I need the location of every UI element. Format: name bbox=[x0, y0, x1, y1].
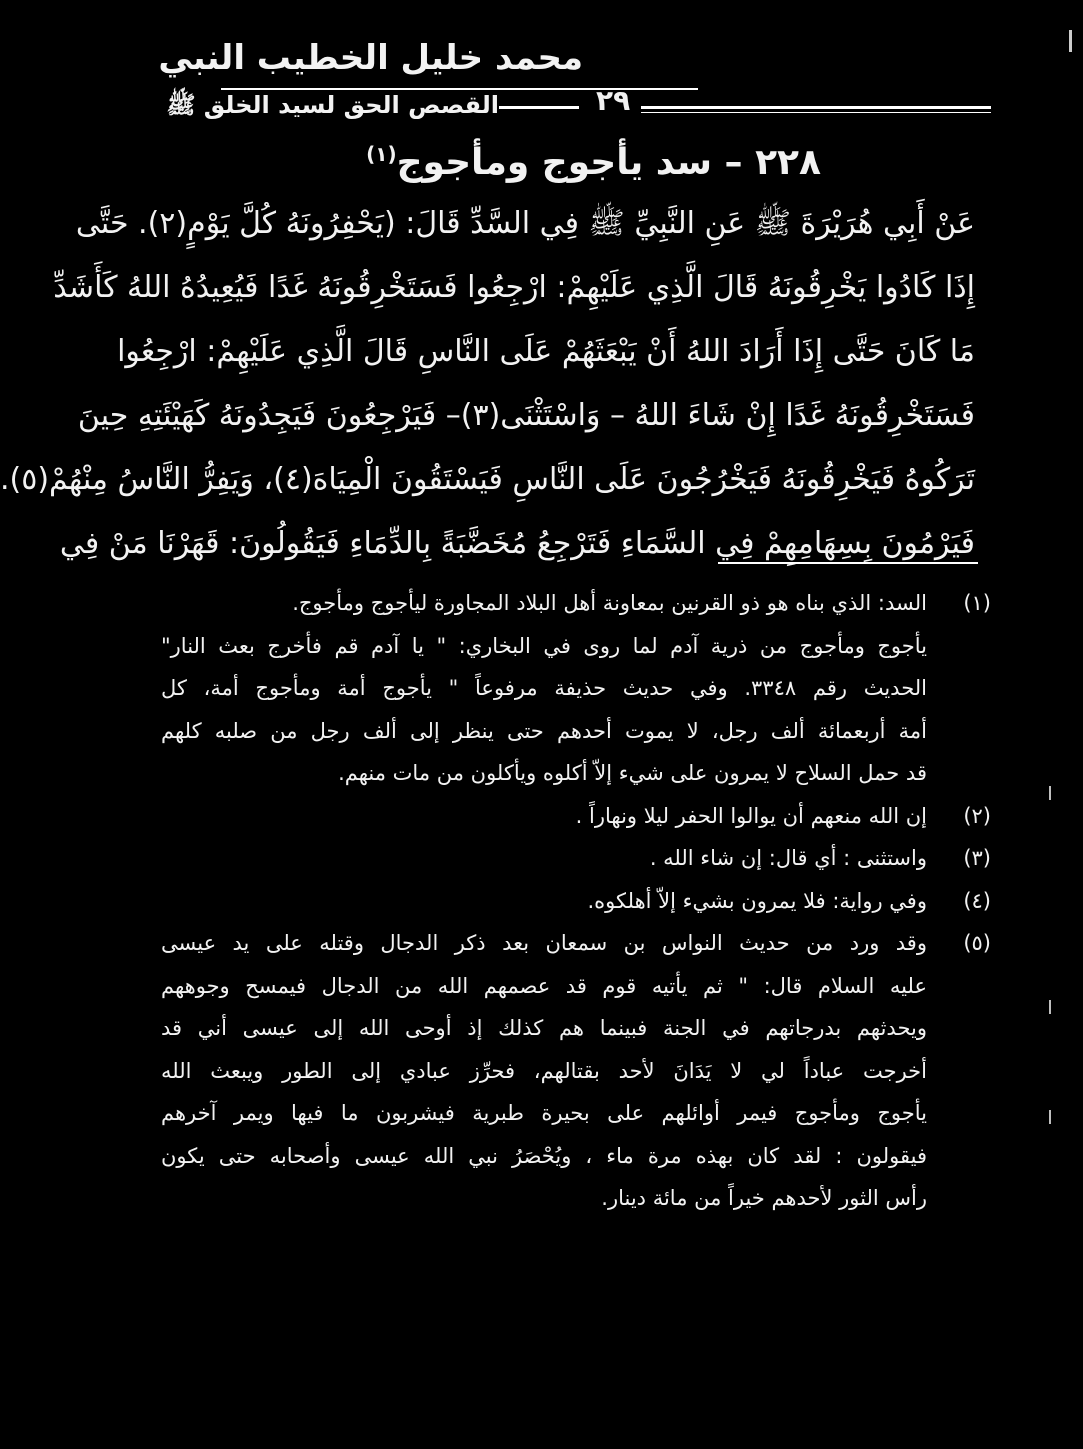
margin-mark bbox=[1049, 1110, 1051, 1124]
footnote-number: (٥) bbox=[963, 931, 991, 955]
footnote-number: (٣) bbox=[963, 846, 991, 870]
footnote-line: يأجوج ومأجوج من ذرية آدم لما روى في البخاري: " يا آدم قم فأخرج بعث النار" bbox=[161, 633, 927, 658]
hadith-line: عَنْ أَبِي هُرَيْرَةَ ﷺ عَنِ النَّبِيِّ ﷺ فِي السَّدِّ قَالَ: (يَحْفِرُونَهُ كُلَّ يَوْمٍ(٢). حَتَّى bbox=[75, 206, 975, 241]
footnote-line: وقد ورد من حديث النواس بن سمعان بعد ذكر الدجال وقتله على يد عيسى bbox=[161, 931, 927, 955]
footnote-line: أمة أربعمائة ألف رجل، لا يموت أحدهم حتى ينظر إلى ألف رجل من صلبه كلهم bbox=[161, 718, 927, 743]
header-book-title: القصص الحق لسيد الخلق ﷺ bbox=[166, 91, 499, 119]
hadith-line: إِذَا كَادُوا يَخْرِقُونَهُ قَالَ الَّذِي عَلَيْهِمْ: ارْجِعُوا فَسَتَخْرِقُونَهُ غَدًا فَيُعِيدُهُ اللهُ كَأَشَدِّ bbox=[53, 270, 975, 305]
footnote-number: (٤) bbox=[963, 888, 991, 913]
header-dash bbox=[499, 106, 579, 109]
section-title: ٢٢٨ – سد يأجوج ومأجوج bbox=[396, 142, 821, 183]
footnote-separator bbox=[718, 562, 978, 564]
footnote-3 bbox=[161, 837, 991, 880]
hadith-line: مَا كَانَ حَتَّى إِذَا أَرَادَ اللهُ أَنْ يَبْعَثَهُمْ عَلَى النَّاسِ قَالَ الَّذِي عَلَيْهِمْ: ارْجِعُوا bbox=[117, 334, 975, 369]
footnote-line: قد حمل السلاح لا يمرون على شيء إلاّ أكلوه ويأكلون من مات منهم. bbox=[338, 761, 927, 785]
footnote-line: يأجوج ومأجوج فيمر أوائلهم على بحيرة طبرية فيشربون ما فيها ويمر آخرهم bbox=[161, 1101, 927, 1125]
hadith-text bbox=[0, 192, 975, 576]
header-author: محمد خليل الخطيب النبي bbox=[158, 38, 583, 78]
footnote-line: واستثنى : أي قال: إن شاء الله . bbox=[649, 846, 927, 870]
page-number: ٢٩ bbox=[596, 84, 631, 117]
hadith-line: فَيَرْمُونَ بِسِهَامِهِمْ فِي السَّمَاءِ فَتَرْجِعُ مُخَضَّبَةً بِالدِّمَاءِ فَيَقُولُونَ: قَهَرْنَا مَنْ فِي bbox=[59, 526, 975, 561]
section-heading bbox=[366, 142, 821, 183]
footnote-4 bbox=[161, 880, 991, 923]
footnote-number: (٢) bbox=[963, 803, 991, 828]
section-footnote-ref: (١) bbox=[366, 142, 397, 166]
footnotes bbox=[161, 582, 991, 1220]
header-rule-thin bbox=[641, 112, 991, 113]
footnote-2 bbox=[161, 795, 991, 838]
hadith-line: فَسَتَخْرِقُونَهُ غَدًا إِنْ شَاءَ اللهُ – وَاسْتَثْنَى(٣)– فَيَرْجِعُونَ فَيَجِدُونَهُ كَهَيْئَتِهِ حِينَ bbox=[77, 398, 975, 433]
footnote-1 bbox=[161, 582, 991, 795]
footnote-line: عليه السلام قال: " ثم يأتيه قوم قد عصمهم الله من الدجال فيمسح وجوههم bbox=[161, 973, 927, 998]
footnote-line: الحديث رقم ٣٣٤٨. وفي حديث حذيفة مرفوعاً " يأجوج أمة ومأجوج أمة، كل bbox=[161, 676, 927, 700]
footnote-line: إن الله منعهم أن يوالوا الحفر ليلا ونهاراً . bbox=[575, 803, 927, 828]
scan-edge-mark bbox=[1069, 30, 1072, 52]
footnote-5 bbox=[161, 922, 991, 1220]
footnote-number: (١) bbox=[963, 591, 991, 615]
footnote-line: رأس الثور لأحدهم خيراً من مائة دينار. bbox=[601, 1186, 927, 1210]
footnote-line: السد: الذي بناه هو ذو القرنين بمعاونة أهل البلاد المجاورة ليأجوج ومأجوج. bbox=[292, 591, 927, 615]
header-rule bbox=[641, 106, 991, 109]
margin-mark bbox=[1049, 786, 1051, 800]
hadith-line: تَرَكُوهُ فَيَخْرِقُونَهُ فَيَخْرُجُونَ عَلَى النَّاسِ فَيَسْتَقُونَ الْمِيَاهَ(٤)، وَيَفِرُّ النَّاسُ مِنْهُمْ(٥). bbox=[0, 462, 975, 497]
footnote-line: أخرجت عباداً لي لا يَدَانَ لأحد بقتالهم، فحرِّز عبادي إلى الطور ويبعث الله bbox=[161, 1058, 927, 1083]
footnote-line: وفي رواية: فلا يمرون بشيء إلاّ أهلكوه. bbox=[587, 888, 927, 913]
footnote-line: فيقولون : لقد كان بهذه مرة ماء ، ويُحْصَرُ نبي الله عيسى وأصحابه حتى يكون bbox=[161, 1143, 927, 1168]
margin-mark bbox=[1049, 1000, 1051, 1014]
footnote-line: ويحدثهم بدرجاتهم في الجنة فبينما هم كذلك إذ أوحى الله إلى عيسى أني قد bbox=[161, 1016, 927, 1040]
